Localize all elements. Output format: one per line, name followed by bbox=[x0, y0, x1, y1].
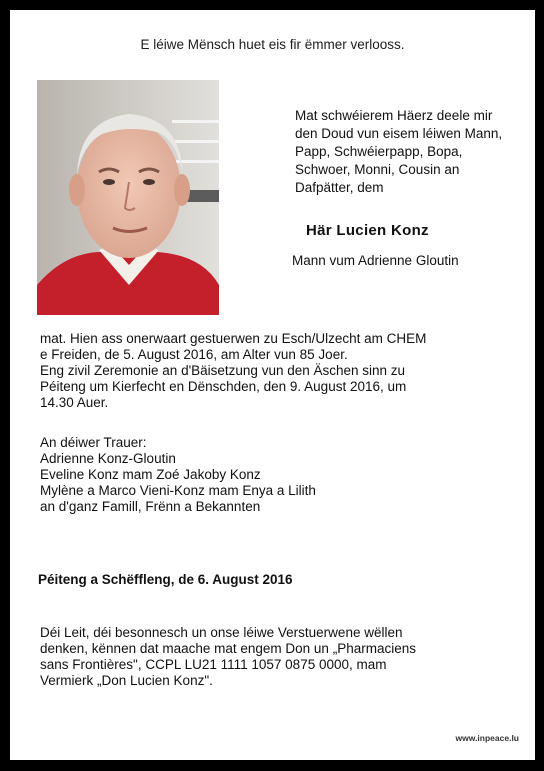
deceased-name: Här Lucien Konz bbox=[306, 222, 429, 239]
intro-line: Papp, Schwéierpapp, Bopa, bbox=[295, 144, 463, 159]
death-notice-line: mat. Hien ass onerwaart gestuerwen zu Esch/Ulzecht am CHEM bbox=[40, 331, 427, 346]
place-date: Péiteng a Schëffleng, de 6. August 2016 bbox=[38, 572, 293, 587]
death-notice-line: Eng zivil Zeremonie an d'Bäisetzung vun den Äschen sinn zu bbox=[40, 363, 406, 378]
mourner-line: Eveline Konz mam Zoé Jakoby Konz bbox=[40, 467, 261, 482]
intro-line: Dafpätter, dem bbox=[295, 180, 384, 195]
portrait-photo bbox=[37, 80, 219, 315]
mourner-line: Mylène a Marco Vieni-Konz mam Enya a Lilith bbox=[40, 483, 316, 498]
donation-line: Déi Leit, déi besonnesch un onse léiwe Verstuerwene wëllen bbox=[40, 625, 403, 640]
death-notice-line: Péiteng um Kierfecht en Dënschden, den 9. August 2016, um bbox=[40, 379, 407, 394]
death-notice bbox=[40, 331, 426, 411]
intro-line: Mat schwéierem Häerz deele mir bbox=[295, 108, 493, 123]
tagline: E léiwe Mënsch huet eis fir ëmmer verlooss. bbox=[140, 37, 405, 52]
intro-line: den Doud vun eisem léiwen Mann, bbox=[295, 126, 503, 141]
obituary-card bbox=[10, 10, 535, 760]
website-link[interactable]: www.inpeace.lu bbox=[455, 733, 519, 743]
intro-text bbox=[295, 107, 535, 197]
intro-line: Schwoer, Monni, Cousin an bbox=[295, 162, 460, 177]
mourners-heading: An déiwer Trauer: bbox=[40, 435, 147, 450]
death-notice-line: 14.30 Auer. bbox=[40, 395, 109, 410]
donation-notice bbox=[40, 625, 416, 689]
spouse-line: Mann vum Adrienne Gloutin bbox=[292, 253, 459, 268]
mourner-line: Adrienne Konz-Gloutin bbox=[40, 451, 176, 466]
donation-line: sans Frontières", CCPL LU21 1111 1057 0875 0000, mam bbox=[40, 657, 387, 672]
mourners-list bbox=[40, 435, 316, 515]
donation-line: Vermierk „Don Lucien Konz". bbox=[40, 673, 213, 688]
death-notice-line: e Freiden, de 5. August 2016, am Alter vun 85 Joer. bbox=[40, 347, 348, 362]
donation-line: denken, kënnen dat maache mat engem Don un „Pharmaciens bbox=[40, 641, 416, 656]
mourner-line: an d'ganz Famill, Frënn a Bekannten bbox=[40, 499, 261, 514]
